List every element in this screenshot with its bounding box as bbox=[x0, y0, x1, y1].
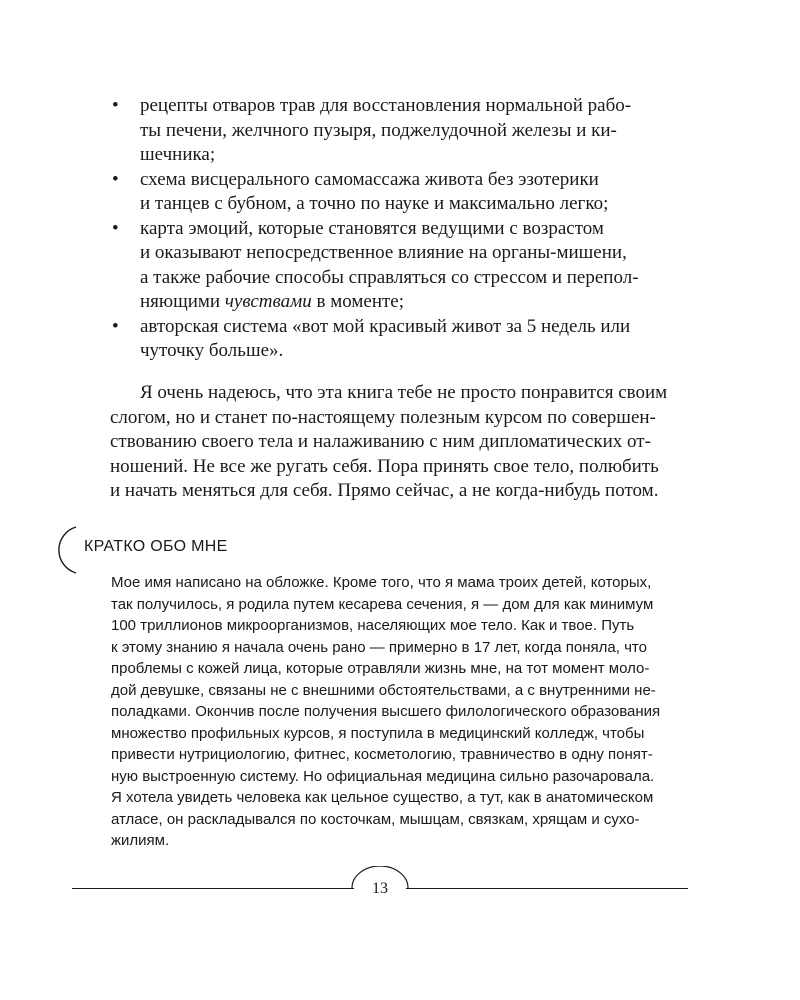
bullet-2-line-2: и танцев с бубном, а точно по науке и максимально легко; bbox=[140, 193, 609, 214]
about-line: дой девушке, связаны не с внешними обстоятельствами, а с внутренними не- bbox=[111, 681, 656, 699]
about-line: Я хотела увидеть человека как цельное существо, а тут, как в анатомическом bbox=[111, 789, 654, 806]
list-item bbox=[110, 315, 684, 364]
list-item bbox=[110, 94, 684, 168]
paragraph-line: слогом, но и станет по-настоящему полезным курсом по совершен- bbox=[110, 406, 656, 428]
paragraph-line: ношений. Не все же ругать себя. Пора принять свое тело, полюбить bbox=[110, 455, 659, 477]
bullet-list bbox=[110, 94, 684, 364]
footer-rule-right bbox=[406, 888, 688, 889]
bullet-3-line-4-end: в моменте; bbox=[311, 291, 405, 312]
about-line: проблемы с кожей лица, которые отравляли жизнь мне, на тот момент моло- bbox=[111, 660, 650, 677]
paragraph-line: и начать меняться для себя. Прямо сейчас, а не когда-нибудь потом. bbox=[110, 480, 659, 501]
about-line: множество профильных курсов, я поступила в медицинский колледж, чтобы bbox=[111, 724, 645, 742]
about-line: поладками. Окончив после получения высшего филологического образования bbox=[111, 703, 661, 720]
bullet-2-line-1: • схема висцерального самомассажа живота без эзотерики bbox=[140, 168, 599, 190]
about-line: ную выстроенную систему. Но официальная медицина сильно разочаровала. bbox=[111, 767, 655, 785]
bullet-3-line-3: а также рабочие способы справляться со стрессом и перепол- bbox=[140, 266, 639, 288]
section-heading: КРАТКО ОБО МНЕ bbox=[84, 538, 228, 555]
bullet-3-line-4-start: няющими bbox=[140, 291, 225, 312]
footer-rule-left bbox=[72, 888, 354, 889]
body-paragraph bbox=[110, 381, 684, 504]
list-item bbox=[110, 168, 684, 217]
about-line: жилиям. bbox=[111, 832, 170, 849]
italic-emphasis: чувствами bbox=[224, 291, 312, 312]
about-line: атласе, он раскладывался по косточкам, мышцам, связкам, хрящам и сухо- bbox=[111, 810, 640, 828]
bullet-4-line-2: чуточку больше». bbox=[140, 340, 284, 361]
bullet-3-line-4 bbox=[140, 290, 684, 315]
paragraph-line: ствованию своего тела и налаживанию с ним дипломатических от- bbox=[110, 431, 651, 452]
about-line: привести нутрициологию, фитнес, косметологию, травничество в одну понят- bbox=[111, 746, 653, 763]
page-number: 13 bbox=[372, 880, 388, 897]
bullet-3-line-2: и оказывают непосредственное влияние на органы-мишени, bbox=[140, 242, 627, 263]
bullet-3-line-1: • карта эмоций, которые становятся ведущими с возрастом bbox=[140, 217, 604, 239]
bullet-1-line-3: шечника; bbox=[140, 144, 216, 165]
list-item bbox=[110, 217, 684, 315]
about-line: так получилось, я родила путем кесарева сечения, я — дом для как минимум bbox=[111, 595, 654, 613]
about-line: Мое имя написано на обложке. Кроме того, что я мама троих детей, которых, bbox=[111, 574, 652, 591]
paragraph-line: Я очень надеюсь, что эта книга тебе не просто понравится своим bbox=[140, 382, 668, 403]
about-line: 100 триллионов микроорганизмов, населяющих мое тело. Как и твое. Путь bbox=[111, 617, 635, 634]
bullet-4-line-1: • авторская система «вот мой красивый живот за 5 недель или bbox=[140, 315, 631, 337]
about-line: к этому знанию я начала очень рано — примерно в 17 лет, когда поняла, что bbox=[111, 638, 647, 656]
bullet-1-line-2: ты печени, желчного пузыря, поджелудочной железы и ки- bbox=[140, 119, 617, 141]
about-text bbox=[111, 572, 679, 852]
bullet-1-line-1: • рецепты отваров трав для восстановления нормальной рабо- bbox=[140, 95, 632, 116]
